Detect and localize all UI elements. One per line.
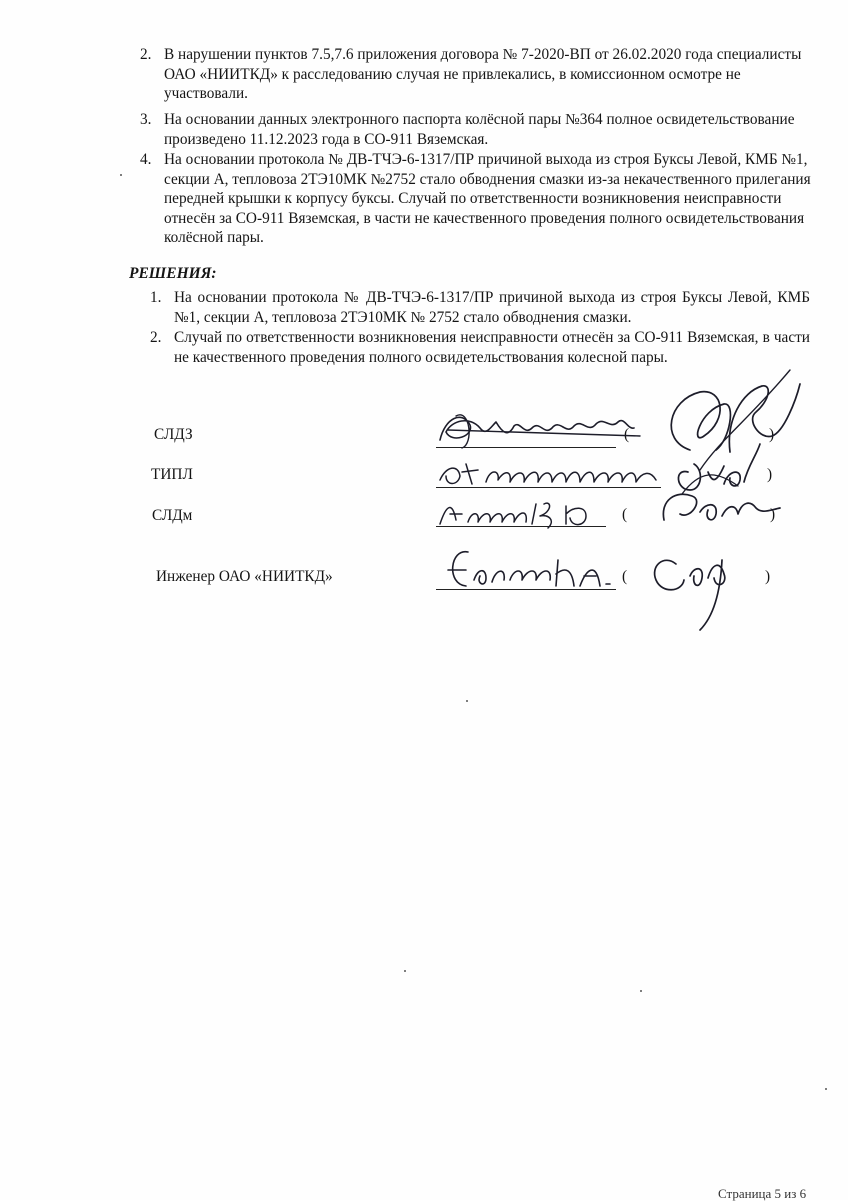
- finding-text: На основании протокола № ДВ-ТЧЭ-6-1317/ПР причиной выхода из строя Буксы Левой, КМБ №1, секции А, тепловоза 2ТЭ10МК №2752 стало обводнения смазки из-за некачественного прилегания передней крышки к корпусу буксы. Случай по ответственности возникновения неисправности отнесён за СО-911 Вяземская, в части не качественного проведения полного освидетельствования колёсной пары.: [164, 151, 811, 247]
- finding-number: 2.: [140, 46, 152, 63]
- paren-open: (: [622, 568, 628, 585]
- finding-item: [140, 110, 820, 149]
- decision-text: На основании протокола № ДВ-ТЧЭ-6-1317/ПР причиной выхода из строя Буксы Левой, КМБ №1, секции А, тепловоза 2ТЭ10МК № 2752 стало обводнения смазки.: [174, 289, 810, 326]
- paren-open: (: [622, 506, 628, 523]
- page-number-footer: Страница 5 из 6: [718, 1186, 807, 1201]
- decision-number: 2.: [150, 329, 162, 346]
- scan-speck: [640, 990, 642, 992]
- signature-role: Инженер ОАО «НИИТКД»: [156, 568, 333, 585]
- finding-item: [140, 150, 820, 248]
- finding-number: 4.: [140, 151, 152, 168]
- signature-scribble-sldz: [440, 415, 640, 448]
- signature-scribble-niitkd: [448, 552, 725, 630]
- paren-close: ): [765, 568, 771, 585]
- signature-line: [436, 487, 661, 488]
- signature-role: ТИПЛ: [151, 466, 193, 483]
- scan-speck: [466, 700, 468, 702]
- paren-close: ): [770, 506, 776, 523]
- signature-role: СЛДм: [152, 507, 193, 524]
- scan-speck: [404, 970, 406, 972]
- signature-line: [436, 526, 606, 527]
- signature-scribble-sldm: [440, 475, 780, 528]
- decision-item: [150, 328, 810, 367]
- decisions-heading: РЕШЕНИЯ:: [129, 265, 217, 282]
- paren-close: ): [767, 466, 773, 483]
- decision-number: 1.: [150, 289, 162, 306]
- signature-role: СЛДЗ: [154, 426, 193, 443]
- finding-text: В нарушении пунктов 7.5,7.6 приложения договора № 7-2020-ВП от 26.02.2020 года специалисты ОАО «НИИТКД» к расследованию случая не привлекались, в комиссионном осмотре не участвовали.: [164, 46, 802, 103]
- signature-scribble-tipl: [440, 444, 760, 490]
- finding-number: 3.: [140, 111, 152, 128]
- finding-item: [140, 45, 820, 104]
- paren-close: ): [769, 426, 775, 443]
- signature-line: [436, 589, 616, 590]
- paren-open: (: [624, 426, 630, 443]
- decision-item: [150, 288, 810, 327]
- finding-text: На основании данных электронного паспорта колёсной пары №364 полное освидетельствование произведено 11.12.2023 года в СО-911 Вяземская.: [164, 111, 795, 148]
- scan-speck: [120, 174, 122, 176]
- decision-text: Случай по ответственности возникновения неисправности отнесён за СО-911 Вяземская, в части не качественного проведения полного освидетельствования колесной пары.: [174, 329, 810, 366]
- scan-speck: [825, 1088, 827, 1090]
- signature-line: [436, 447, 616, 448]
- signature-scribble-large: [671, 370, 800, 470]
